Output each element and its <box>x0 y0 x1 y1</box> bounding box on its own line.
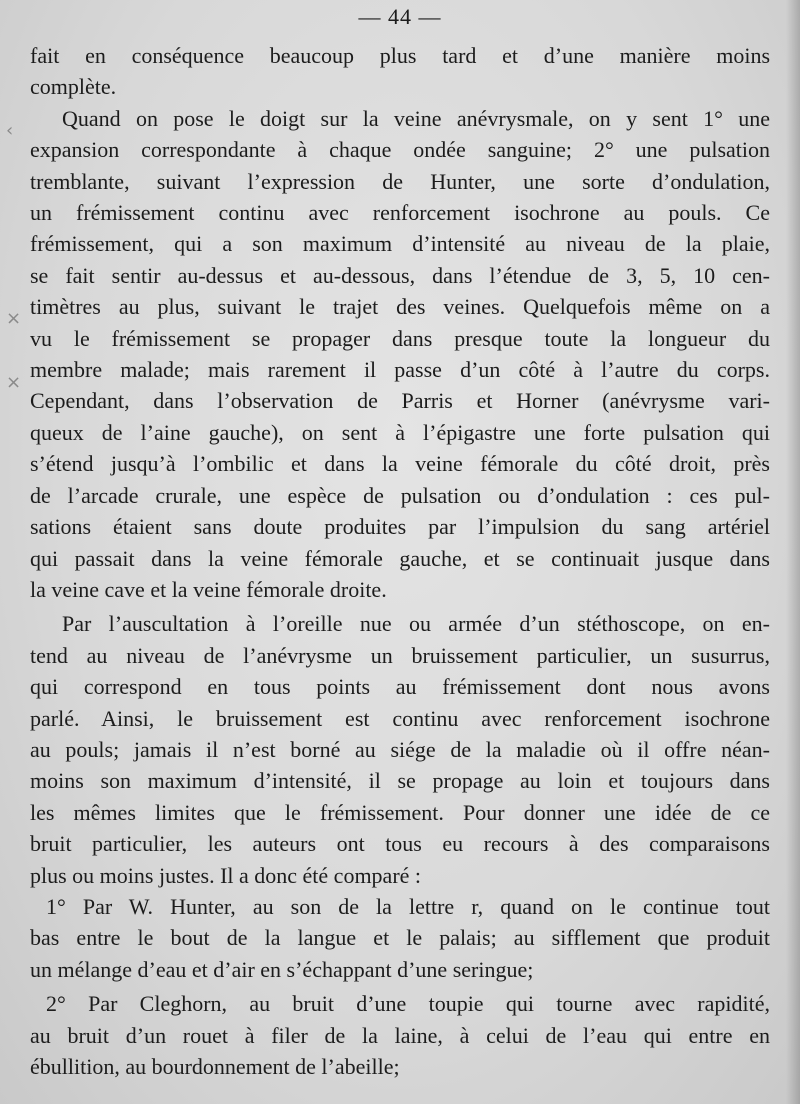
text-line: sations étaient sans doute produites par l’impulsion du sang artériel <box>30 514 770 540</box>
text-line: un mélange d’eau et d’air en s’échappant d’une seringue; <box>30 956 534 982</box>
page-edge-shadow <box>786 0 800 1104</box>
text-line: Cependant, dans l’observation de Parris et Horner (anévrysme vari- <box>30 388 770 414</box>
margin-mark: × <box>6 308 22 329</box>
text-line: les mêmes limites que le frémissement. Pour donner une idée de ce <box>30 799 770 825</box>
text-line: membre malade; mais rarement il passe d’un côté à l’autre du corps. <box>30 357 770 383</box>
text-line: 2° Par Cleghorn, au bruit d’une toupie qui tourne avec rapidité, <box>46 991 770 1017</box>
text-line: un frémissement continu avec renforcement isochrone au pouls. Ce <box>30 200 770 226</box>
text-line: parlé. Ainsi, le bruissement est continu avec renforcement isochrone <box>30 705 770 731</box>
text-line: de l’arcade crurale, une espèce de pulsation ou d’ondulation : ces pul- <box>30 482 770 508</box>
text-line: qui correspond en tous points au frémissement dont nous avons <box>30 674 770 700</box>
text-line: bas entre le bout de la langue et le palais; au sifflement que produit <box>30 925 770 951</box>
text-line: la veine cave et la veine fémorale droite. <box>30 576 387 602</box>
text-line: qui passait dans la veine fémorale gauche, et se continuait jusque dans <box>30 545 770 571</box>
text-line: moins son maximum d’intensité, il se propage au loin et toujours dans <box>30 768 770 794</box>
text-line: frémissement, qui a son maximum d’intensité au niveau de la plaie, <box>30 231 770 257</box>
text-line: fait en conséquence beaucoup plus tard et d’une manière moins <box>30 43 770 68</box>
margin-mark: × <box>6 372 22 393</box>
text-line: tremblante, suivant l’expression de Hunter, une sorte d’ondulation, <box>30 168 770 194</box>
text-line: Par l’auscultation à l’oreille nue ou armée d’un stéthoscope, on en- <box>62 611 770 637</box>
body-text <box>30 40 770 1082</box>
text-line: vu le frémissement se propager dans presque toute la longueur du <box>30 325 770 351</box>
page-number: — 44 — <box>358 4 442 29</box>
text-line: au pouls; jamais il n’est borné au siége de la maladie où il offre néan- <box>30 736 770 762</box>
text-line: ébullition, au bourdonnement de l’abeille; <box>30 1054 400 1079</box>
text-line: 1° Par W. Hunter, au son de la lettre r, quand on le continue tout <box>46 893 770 919</box>
text-line: timètres au plus, suivant le trajet des veines. Quelquefois même on a <box>30 294 770 320</box>
text-line: plus ou moins justes. Il a donc été comparé : <box>30 862 422 888</box>
text-line: Quand on pose le doigt sur la veine anévrysmale, on y sent 1° une <box>62 105 770 131</box>
text-line: se fait sentir au-dessus et au-dessous, dans l’étendue de 3, 5, 10 cen- <box>30 262 770 288</box>
text-line: bruit particulier, les auteurs ont tous eu recours à des comparaisons <box>30 831 770 857</box>
margin-mark: ‹ <box>6 120 14 141</box>
text-line: tend au niveau de l’anévrysme un bruissement particulier, un susurrus, <box>30 642 770 668</box>
text-line: queux de l’aine gauche), on sent à l’épigastre une forte pulsation qui <box>30 419 770 445</box>
text-line: expansion correspondante à chaque ondée sanguine; 2° une pulsation <box>30 137 770 163</box>
text-line: s’étend jusqu’à l’ombilic et dans la veine fémorale du côté droit, près <box>30 451 770 477</box>
text-line: complète. <box>30 74 117 100</box>
text-line: au bruit d’un rouet à filer de la laine, à celui de l’eau qui entre en <box>30 1022 770 1048</box>
